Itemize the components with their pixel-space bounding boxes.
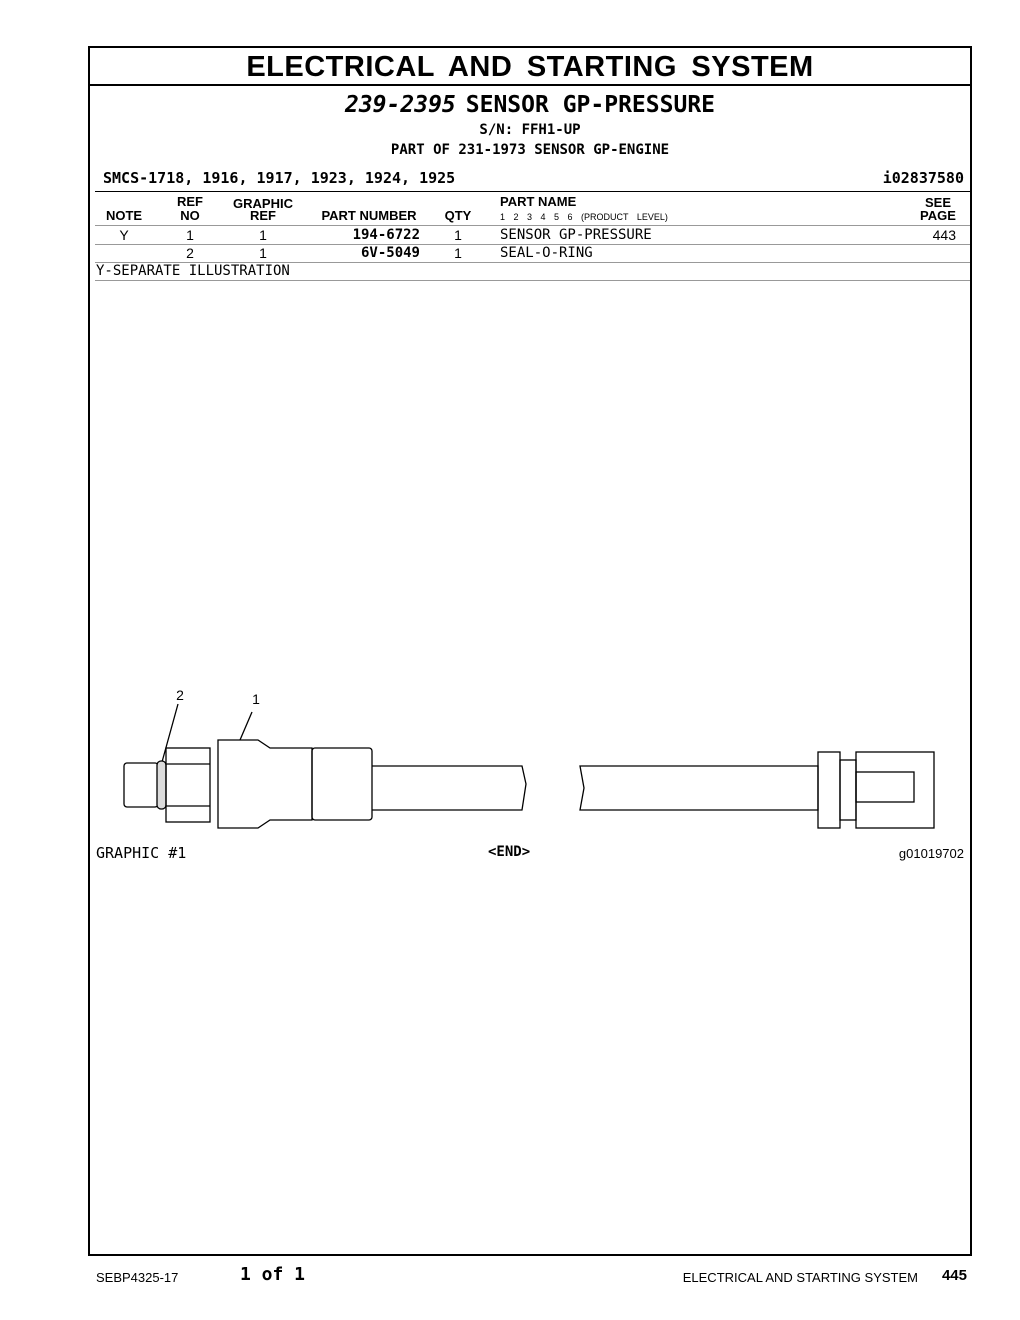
header-ref-no-top: REF xyxy=(177,194,203,209)
connector-housing xyxy=(856,752,934,828)
header-product-levels: 1 2 3 4 5 6 (PRODUCT LEVEL) xyxy=(500,212,668,222)
connector-collar xyxy=(818,752,840,828)
row-ref-no: 2 xyxy=(186,245,194,261)
cable-segment-left xyxy=(372,766,526,810)
header-see-page-bottom: PAGE xyxy=(920,208,956,223)
graphic-label: GRAPHIC #1 xyxy=(96,844,187,862)
callout-leader-1 xyxy=(240,712,252,740)
row-note: Y xyxy=(119,227,129,243)
sensor-body xyxy=(218,740,312,828)
serial-range: S/N: FFH1-UP xyxy=(479,122,581,138)
legend-rule xyxy=(95,280,970,281)
callout-1: 1 xyxy=(252,691,260,707)
header-rule xyxy=(95,225,970,226)
sensor-hex-nut xyxy=(166,748,210,822)
header-part-number: PART NUMBER xyxy=(321,208,417,223)
row-qty: 1 xyxy=(454,245,462,261)
row-graphic-ref: 1 xyxy=(259,227,267,243)
table-top-rule xyxy=(95,191,970,192)
header-graphic-ref-bottom: REF xyxy=(250,208,276,223)
info-id: i02837580 xyxy=(882,169,964,187)
row-qty: 1 xyxy=(454,227,462,243)
smcs-codes: SMCS-1718, 1916, 1917, 1923, 1924, 1925 xyxy=(103,169,456,187)
row-part-number[interactable]: 194-6722 xyxy=(352,227,420,243)
header-graphic-ref-top: GRAPHIC xyxy=(233,196,293,211)
header-see-page-top: SEE xyxy=(924,195,951,210)
o-ring-seal xyxy=(157,761,166,809)
header-part-name: PART NAME xyxy=(500,194,577,209)
cable-segment-right xyxy=(580,766,818,810)
row-ref-no: 1 xyxy=(186,227,194,243)
page-frame xyxy=(88,46,972,1256)
end-label: <END> xyxy=(488,844,531,860)
section-title: ELECTRICAL AND STARTING SYSTEM xyxy=(90,48,970,86)
sensor-nose xyxy=(124,763,158,807)
pressure-sensor-illustration xyxy=(90,648,970,848)
row-graphic-ref: 1 xyxy=(259,245,267,261)
header-qty: QTY xyxy=(444,208,472,223)
footer-page-of: 1 of 1 xyxy=(240,1264,306,1285)
group-name: SENSOR GP-PRESSURE xyxy=(465,92,716,118)
footer-doc-id: SEBP4325-17 xyxy=(96,1270,179,1285)
header-ref-no-bottom: NO xyxy=(180,208,200,223)
group-number[interactable]: 239-2395 xyxy=(344,92,456,118)
row-part-name: SEAL-O-RING xyxy=(500,245,593,261)
row-part-name: SENSOR GP-PRESSURE xyxy=(500,227,652,243)
callout-2: 2 xyxy=(176,687,184,703)
row-see-page[interactable]: 443 xyxy=(932,227,956,243)
image-id: g01019702 xyxy=(898,846,964,861)
footer-section: ELECTRICAL AND STARTING SYSTEM xyxy=(682,1270,918,1285)
group-title xyxy=(90,92,970,118)
part-of-line: PART OF 231-1973 SENSOR GP-ENGINE xyxy=(390,142,670,158)
sensor-sleeve xyxy=(312,748,372,820)
note-legend: Y-SEPARATE ILLUSTRATION xyxy=(96,263,290,279)
callout-leader-2 xyxy=(162,704,178,762)
footer-page-number: 445 xyxy=(941,1267,967,1284)
row-part-number[interactable]: 6V-5049 xyxy=(360,245,420,261)
header-note: NOTE xyxy=(105,208,143,223)
